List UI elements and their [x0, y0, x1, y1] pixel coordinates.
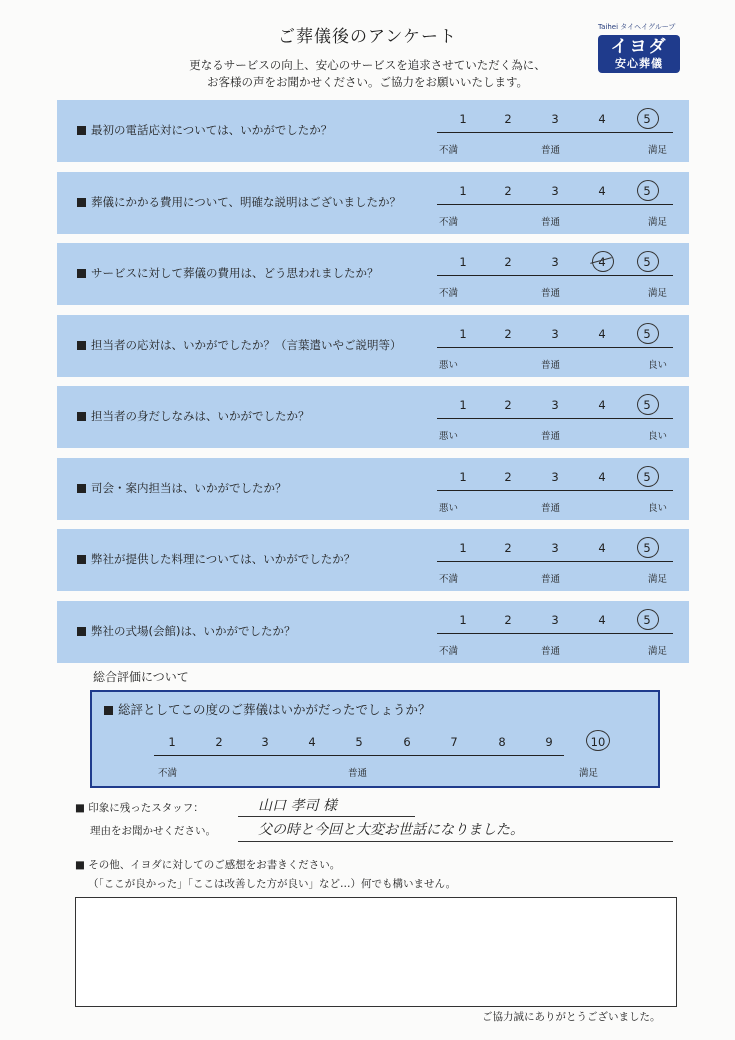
- selected-circle-mark: [637, 251, 659, 272]
- staff-label: ■ 印象に残ったスタッフ：: [75, 802, 204, 814]
- scale-rule: [437, 275, 673, 276]
- rating-scale: [437, 315, 673, 377]
- bullet-square-icon: [77, 555, 86, 564]
- question-label: [77, 408, 310, 424]
- question-panel: [57, 529, 689, 591]
- rating-option-5[interactable]: 5: [643, 469, 651, 484]
- rating-option-3[interactable]: 3: [551, 255, 559, 269]
- overall-option-3[interactable]: 3: [261, 735, 269, 749]
- overall-scale-rule: [154, 755, 564, 756]
- rating-option-1[interactable]: 1: [459, 469, 467, 484]
- scale-low-label: 悪い: [439, 502, 459, 514]
- scale-low-label: 不満: [439, 216, 459, 228]
- scale-high-label: 良い: [648, 502, 668, 514]
- rating-scale: [437, 172, 673, 234]
- scale-rule: [437, 204, 673, 205]
- scale-high-label: 満足: [648, 574, 668, 585]
- selected-circle-mark: [637, 108, 659, 129]
- overall-option-2[interactable]: 2: [215, 735, 223, 749]
- rating-scale: [437, 601, 673, 663]
- selected-circle-mark: [637, 466, 659, 487]
- rating-option-4[interactable]: 4: [598, 612, 606, 627]
- question-label: [77, 194, 401, 210]
- question-text: 葬儀にかかる費用について、明確な説明はございましたか？: [91, 194, 402, 209]
- bullet-square-icon: [77, 412, 86, 421]
- rating-option-5[interactable]: 5: [643, 183, 651, 198]
- group-logo-text: Taihei タイヘイグループ: [598, 23, 676, 31]
- bullet-square-icon: [77, 341, 86, 350]
- rating-option-4[interactable]: 4: [598, 398, 606, 412]
- question-text: 最初の電話応対については、いかがでしたか？: [91, 123, 333, 137]
- rating-option-3[interactable]: 3: [551, 612, 559, 627]
- question-text: 弊社が提供した料理については、いかがでしたか？: [91, 552, 356, 566]
- scale-mid-label: 普通: [541, 431, 561, 442]
- overall-option-4[interactable]: 4: [308, 735, 316, 749]
- question-text: 司会・案内担当は、いかがでしたか？: [91, 480, 287, 495]
- overall-option-5[interactable]: 5: [355, 735, 363, 749]
- scale-low-label: 不満: [439, 288, 459, 299]
- question-panel: [57, 315, 689, 377]
- scale-low-label: 悪い: [439, 431, 459, 442]
- rating-option-1[interactable]: 1: [459, 183, 467, 198]
- scale-mid-label: 普通: [541, 359, 561, 371]
- scale-high-label: 満足: [648, 145, 668, 156]
- scale-low-label: 不満: [439, 645, 459, 657]
- rating-option-1[interactable]: 1: [459, 541, 467, 555]
- selected-circle-mark: [637, 537, 659, 558]
- logo-box: [598, 35, 680, 73]
- comments-label: ■ その他、イヨダに対してのご感想をお書きください。: [75, 859, 341, 871]
- overall-question-text: 総評としてこの度のご葬儀はいかがだったでしょうか？: [118, 702, 431, 717]
- staff-name-line: [238, 816, 415, 817]
- scale-mid-label: 普通: [541, 288, 561, 299]
- scale-mid-label: 普通: [541, 502, 561, 514]
- rating-option-2[interactable]: 2: [504, 255, 512, 269]
- rating-option-2[interactable]: 2: [504, 612, 512, 627]
- rating-scale: [437, 243, 673, 305]
- rating-option-5[interactable]: 5: [643, 255, 651, 269]
- rating-option-2[interactable]: 2: [504, 183, 512, 198]
- scale-rule: [437, 347, 673, 348]
- question-text: 担当者の応対は、いかがでしたか？（言葉遣いやご説明等）: [91, 337, 402, 352]
- question-label: [77, 551, 355, 567]
- overall-mid-label: 普通: [348, 768, 368, 779]
- rating-option-4[interactable]: 4: [598, 469, 606, 484]
- overall-option-7[interactable]: 7: [450, 735, 458, 749]
- rating-option-3[interactable]: 3: [551, 469, 559, 484]
- overall-selected-circle-mark: [586, 730, 610, 751]
- question-panel: [57, 386, 689, 448]
- question-label: [77, 265, 379, 281]
- question-panel: [57, 100, 689, 162]
- scale-high-label: 満足: [648, 216, 668, 228]
- question-text: 担当者の身だしなみは、いかがでしたか？: [91, 409, 310, 423]
- bullet-square-icon: [77, 269, 86, 278]
- rating-option-1[interactable]: 1: [459, 112, 467, 126]
- scale-rule: [437, 561, 673, 562]
- overall-rating-panel: [90, 690, 660, 788]
- intro-line-1: 更なるサービスの向上、安心のサービスを追求させていただく為に、: [189, 58, 546, 72]
- brand-logo: [598, 22, 680, 73]
- rating-option-2[interactable]: 2: [504, 326, 512, 341]
- bullet-square-icon: [77, 198, 86, 207]
- rating-option-2[interactable]: 2: [504, 541, 512, 555]
- rating-option-3[interactable]: 3: [551, 112, 559, 126]
- scale-rule: [437, 490, 673, 491]
- scale-rule: [437, 132, 673, 133]
- rating-option-4[interactable]: 4: [598, 112, 606, 126]
- rating-option-4[interactable]: 4: [598, 326, 606, 341]
- rating-option-3[interactable]: 3: [551, 326, 559, 341]
- selected-circle-mark: [637, 394, 659, 415]
- rating-option-4[interactable]: 4: [598, 183, 606, 198]
- rating-option-1[interactable]: 1: [459, 255, 467, 269]
- question-panel: [57, 601, 689, 663]
- overall-low-label: 不満: [158, 768, 178, 779]
- comments-textarea[interactable]: [75, 897, 677, 1007]
- overall-option-10[interactable]: 10: [590, 735, 606, 749]
- rating-option-1[interactable]: 1: [459, 398, 467, 412]
- rating-option-5[interactable]: 5: [643, 612, 651, 627]
- intro-line-2: お客様の声をお聞かせください。ご協力をお願いいたします。: [206, 75, 529, 89]
- reason-answer[interactable]: 父の時と今回と大変お世話になりました。: [258, 822, 524, 838]
- rating-option-3[interactable]: 3: [551, 398, 559, 412]
- rating-option-1[interactable]: 1: [459, 326, 467, 341]
- question-label: [77, 122, 332, 138]
- scale-high-label: 良い: [648, 359, 668, 371]
- question-panel: [57, 172, 689, 234]
- bullet-square-icon: [77, 126, 86, 135]
- rating-option-2[interactable]: 2: [504, 112, 512, 126]
- page-title: ご葬儀後のアンケート: [278, 27, 457, 47]
- question-panel: [57, 458, 689, 520]
- rating-option-2[interactable]: 2: [504, 469, 512, 484]
- rating-option-4[interactable]: 4: [598, 255, 606, 269]
- question-label: [77, 623, 295, 639]
- rating-option-4[interactable]: 4: [598, 541, 606, 555]
- overall-question: [104, 700, 431, 718]
- rating-option-2[interactable]: 2: [504, 398, 512, 412]
- question-text: サービスに対して葬儀の費用は、どう思われましたか？: [91, 266, 379, 280]
- scale-high-label: 良い: [648, 431, 668, 442]
- thanks-footer: ご協力誠にありがとうございました。: [482, 1011, 661, 1023]
- rating-option-5[interactable]: 5: [643, 326, 651, 341]
- logo-sub-text: 安心葬儀: [615, 57, 663, 70]
- selected-circle-mark: [637, 180, 659, 201]
- rating-scale: [437, 386, 673, 448]
- bullet-square-icon: [77, 484, 86, 493]
- selected-circle-mark: [637, 609, 659, 630]
- bullet-square-icon: [104, 706, 113, 715]
- reason-label: 理由をお聞かせください。: [90, 825, 216, 837]
- overall-option-6[interactable]: 6: [403, 735, 411, 749]
- rating-option-5[interactable]: 5: [643, 112, 651, 126]
- rating-scale: [437, 458, 673, 520]
- bullet-square-icon: [77, 627, 86, 636]
- logo-main-text: イヨダ: [610, 37, 668, 57]
- rating-option-1[interactable]: 1: [459, 612, 467, 627]
- rating-option-3[interactable]: 3: [551, 183, 559, 198]
- overall-high-label: 満足: [579, 768, 599, 779]
- scale-mid-label: 普通: [541, 216, 561, 228]
- staff-name-answer[interactable]: 山口 孝司 様: [258, 798, 337, 814]
- reason-line: [238, 841, 673, 842]
- scale-rule: [437, 418, 673, 419]
- scale-low-label: 不満: [439, 574, 459, 585]
- overall-option-9[interactable]: 9: [545, 735, 553, 749]
- question-panel: [57, 243, 689, 305]
- question-text: 弊社の式場(会館)は、いかがでしたか？: [91, 623, 296, 638]
- comments-hint: （「ここが良かった」「ここは改善した方が良い」など…）何でも構いません。: [88, 878, 457, 890]
- rating-scale: [437, 100, 673, 162]
- question-label: [77, 480, 287, 496]
- scale-high-label: 満足: [648, 645, 668, 657]
- selected-circle-mark: [637, 323, 659, 344]
- overall-option-1[interactable]: 1: [168, 735, 176, 749]
- scale-low-label: 悪い: [439, 359, 459, 371]
- rating-scale: [437, 529, 673, 591]
- scale-low-label: 不満: [439, 145, 459, 156]
- rating-option-5[interactable]: 5: [643, 398, 651, 412]
- scale-mid-label: 普通: [541, 574, 561, 585]
- scale-mid-label: 普通: [541, 145, 561, 156]
- question-label: [77, 337, 402, 353]
- rating-option-3[interactable]: 3: [551, 541, 559, 555]
- overall-option-8[interactable]: 8: [498, 735, 506, 749]
- scale-rule: [437, 633, 673, 634]
- overall-section-title: 総合評価について: [93, 670, 189, 684]
- rating-option-5[interactable]: 5: [643, 541, 651, 555]
- scale-high-label: 満足: [648, 288, 668, 299]
- scale-mid-label: 普通: [541, 645, 561, 657]
